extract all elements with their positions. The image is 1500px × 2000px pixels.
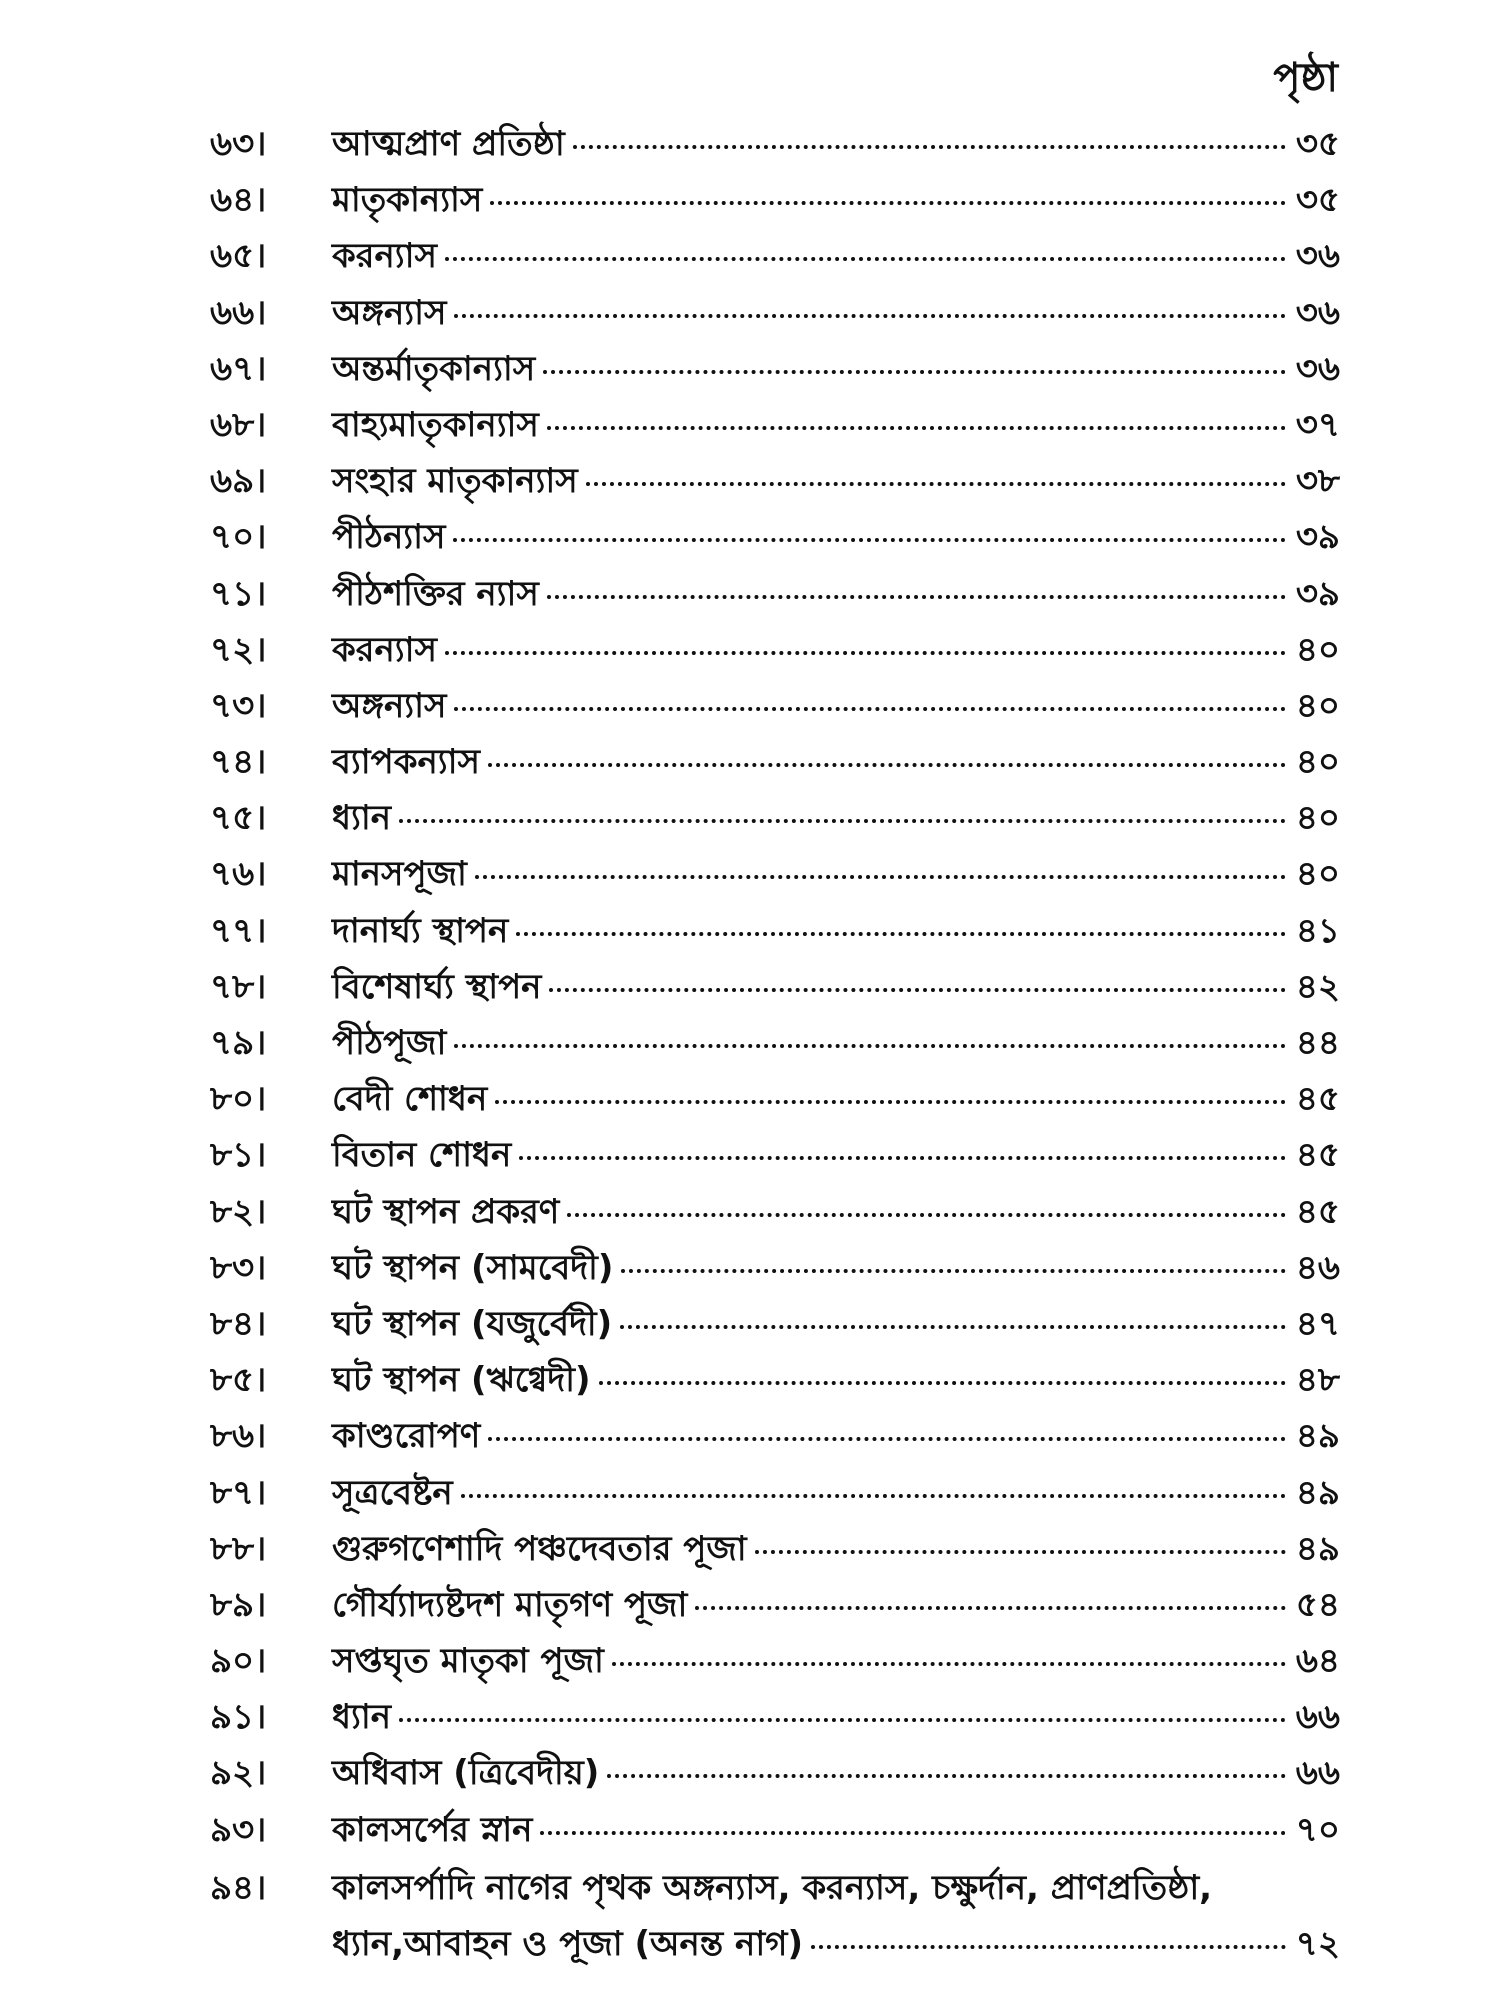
toc-entry-title: বিতান শোধন <box>332 1135 512 1176</box>
toc-entry <box>210 1410 1340 1466</box>
toc-entry-number: ৯১। <box>210 1697 267 1738</box>
toc-dot-leader <box>543 370 1286 374</box>
toc-entry-number: ৭৯। <box>210 1023 267 1063</box>
toc-rows <box>210 118 1340 1860</box>
toc-entry-title: ঘট স্থাপন প্রকরণ <box>332 1191 560 1232</box>
toc-entry-title: সূত্রবেষ্টন <box>332 1472 453 1513</box>
toc-entry-number: ৬৯। <box>210 461 267 502</box>
toc-entry-page: ৪২ <box>1295 966 1340 1007</box>
toc-dot-leader <box>573 145 1286 149</box>
toc-entry <box>210 848 1340 904</box>
toc-entry-number: ৬৩। <box>210 124 267 164</box>
toc-entry <box>210 455 1340 511</box>
toc-dot-leader <box>399 819 1286 823</box>
toc-dot-leader <box>454 707 1286 711</box>
toc-dot-leader <box>516 932 1286 936</box>
toc-dot-leader <box>599 1381 1286 1385</box>
toc-dot-leader <box>620 1325 1286 1329</box>
toc-dot-leader <box>445 257 1286 261</box>
toc-entry-page: ৪৫ <box>1295 1191 1340 1232</box>
toc-dot-leader <box>755 1550 1286 1554</box>
toc-entry-title: আত্মপ্রাণ প্রতিষ্ঠা <box>332 124 565 164</box>
toc-entry-page: ৪৫ <box>1295 1079 1340 1120</box>
toc-entry <box>210 1242 1340 1298</box>
toc-entry-title-line1: কালসর্পাদি নাগের পৃথক অঙ্গন্যাস, করন্যাস, চক্ষুর্দান, প্রাণপ্রতিষ্ঠা, <box>332 1867 1213 1908</box>
toc-dot-leader <box>490 201 1286 205</box>
toc-dot-leader <box>475 875 1286 879</box>
toc-entry-page: ৪৯ <box>1295 1416 1340 1457</box>
toc-entry-title: অন্তর্মাতৃকান্যাস <box>332 348 536 389</box>
toc-dot-leader <box>453 538 1286 542</box>
toc-entry-title: ঘট স্থাপন (সামবেদী) <box>332 1247 614 1288</box>
toc-entry-page: ৩৭ <box>1295 404 1340 445</box>
toc-entry-number: ৬৭। <box>210 348 267 389</box>
toc-entry-page: ৩৯ <box>1295 517 1340 558</box>
toc-entry-page: ৫৪ <box>1295 1584 1340 1625</box>
toc-entry <box>210 680 1340 736</box>
toc-entry-number: ৭১। <box>210 573 267 614</box>
toc-entry-page: ৪০ <box>1295 629 1340 670</box>
toc-entry <box>210 1523 1340 1579</box>
toc-entry-number: ৮৫। <box>210 1360 267 1401</box>
toc-entry-number: ৭৩। <box>210 685 267 726</box>
toc-entry-title: বেদী শোধন <box>332 1079 488 1120</box>
toc-entry-title: করন্যাস <box>332 236 437 277</box>
toc-entry-page: ৬৬ <box>1295 1753 1340 1794</box>
toc-entry-number: ৮২। <box>210 1191 267 1232</box>
toc-entry <box>210 1073 1340 1129</box>
toc-entry-title: বাহ্যমাতৃকান্যাস <box>332 404 539 445</box>
toc-dot-leader <box>495 1100 1286 1104</box>
toc-entry-page: ৩৬ <box>1295 348 1340 389</box>
toc-entry <box>210 174 1340 230</box>
toc-entry <box>210 905 1340 961</box>
toc-entry-number: ৭০। <box>210 517 267 558</box>
toc-entry-title: গৌর্য্যাদ্যষ্টদশ মাতৃগণ পূজা <box>332 1584 688 1625</box>
toc-entry-page: ৪৯ <box>1295 1472 1340 1513</box>
toc-dot-leader <box>461 1494 1286 1498</box>
toc-entry <box>210 511 1340 567</box>
toc-entry-body <box>332 1860 1340 1972</box>
toc-entry <box>210 624 1340 680</box>
toc-entry-number: ৬৬। <box>210 292 267 333</box>
toc-entry-number: ৭৫। <box>210 798 267 839</box>
toc-entry-number: ৯২। <box>210 1753 267 1794</box>
toc-entry-title: পীঠশক্তির ন্যাস <box>332 573 539 614</box>
toc-dot-leader <box>621 1269 1286 1273</box>
toc-entry-number: ৭৪। <box>210 742 267 783</box>
toc-entry-number: ৮০। <box>210 1079 267 1120</box>
toc-entry-page: ৩৬ <box>1295 292 1340 333</box>
toc-entry-page: ৪০ <box>1295 685 1340 726</box>
toc-entry-multiline <box>210 1860 1340 1972</box>
toc-entry-number: ৮১। <box>210 1135 267 1176</box>
toc-entry-page: ৭২ <box>1295 1923 1340 1964</box>
toc-entry <box>210 961 1340 1017</box>
toc-entry-number: ৮৩। <box>210 1247 267 1288</box>
toc-dot-leader <box>399 1718 1286 1722</box>
toc-entry-title: ধ্যান <box>332 798 392 839</box>
toc-entry-title: পীঠন্যাস <box>332 517 446 558</box>
toc-entry-title: সংহার মাতৃকান্যাস <box>332 461 578 502</box>
toc-entry-title: সপ্তঘৃত মাতৃকা পূজা <box>332 1641 604 1682</box>
toc-entry-page: ৪১ <box>1295 910 1340 951</box>
toc-entry-page: ৩৮ <box>1295 461 1340 502</box>
toc-entry-title: অঙ্গন্যাস <box>332 292 447 333</box>
toc-entry-page: ৩৫ <box>1295 124 1340 164</box>
toc-entry <box>210 118 1340 174</box>
toc-entry <box>210 792 1340 848</box>
toc-entry-title: কালসর্পের স্নান <box>332 1809 533 1850</box>
toc-entry <box>210 568 1340 624</box>
toc-entry-number: ৭৬। <box>210 854 267 895</box>
toc-entry-number: ৮৮। <box>210 1528 267 1569</box>
toc-dot-leader <box>454 314 1286 318</box>
toc-entry-title: ঘট স্থাপন (ঋগ্বেদী) <box>332 1360 591 1401</box>
toc-entry <box>210 1017 1340 1073</box>
toc-entry-title: গুরুগণেশাদি পঞ্চদেবতার পূজা <box>332 1528 747 1569</box>
toc-entry <box>210 230 1340 286</box>
toc-entry-number: ৯৪। <box>210 1867 267 1908</box>
toc-entry-page: ৬৬ <box>1295 1697 1340 1738</box>
toc-entry-number: ৮৪। <box>210 1303 267 1344</box>
toc-dot-leader <box>567 1213 1286 1217</box>
toc-entry-page: ৩৬ <box>1295 236 1340 277</box>
toc-entry-page: ৪০ <box>1295 742 1340 783</box>
toc-entry <box>210 1298 1340 1354</box>
toc-entry <box>210 1635 1340 1691</box>
toc-entry-page: ৪৪ <box>1295 1023 1340 1063</box>
toc-dot-leader <box>549 988 1286 992</box>
toc-entry <box>210 1129 1340 1185</box>
page-heading: পৃষ্ঠা <box>1273 55 1338 101</box>
toc-dot-leader <box>612 1662 1286 1666</box>
toc-entry <box>210 1186 1340 1242</box>
toc-entry-title-line2-row <box>332 1916 1340 1972</box>
toc-entry <box>210 1691 1340 1747</box>
toc-entry-page: ৬৪ <box>1295 1641 1340 1682</box>
toc-entry <box>210 1579 1340 1635</box>
toc-dot-leader <box>519 1156 1286 1160</box>
table-of-contents <box>210 118 1340 1972</box>
toc-entry-title-line2: ধ্যান,আবাহন ও পূজা (অনন্ত নাগ) <box>332 1923 804 1964</box>
toc-dot-leader <box>586 482 1286 486</box>
toc-dot-leader <box>445 651 1286 655</box>
toc-entry <box>210 399 1340 455</box>
toc-entry <box>210 1804 1340 1860</box>
toc-entry-number: ৮৯। <box>210 1584 267 1625</box>
toc-entry <box>210 1747 1340 1803</box>
toc-entry-number: ৮৭। <box>210 1472 267 1513</box>
toc-dot-leader <box>540 1831 1286 1835</box>
toc-entry-title: অঙ্গন্যাস <box>332 685 447 726</box>
toc-dot-leader <box>488 1437 1286 1441</box>
toc-entry-page: ৭০ <box>1295 1809 1340 1850</box>
toc-entry-number: ৬৮। <box>210 404 267 445</box>
toc-entry-title: অধিবাস (ত্রিবেদীয়) <box>332 1753 600 1794</box>
toc-entry-number: ৯৩। <box>210 1809 267 1850</box>
toc-entry-page: ৪০ <box>1295 798 1340 839</box>
toc-entry-title: বিশেষার্ঘ্য স্থাপন <box>332 966 542 1007</box>
toc-entry-title: মানসপূজা <box>332 854 467 895</box>
toc-entry-page: ৪৫ <box>1295 1135 1340 1176</box>
toc-dot-leader <box>547 595 1286 599</box>
toc-dot-leader <box>488 763 1286 767</box>
toc-entry-page: ৪৭ <box>1295 1303 1340 1344</box>
toc-dot-leader <box>695 1606 1286 1610</box>
toc-dot-leader <box>454 1044 1286 1048</box>
toc-entry-number: ৮৬। <box>210 1416 267 1457</box>
toc-entry-page: ৪৮ <box>1295 1360 1340 1401</box>
toc-entry-number: ৭২। <box>210 629 267 670</box>
toc-entry-title: দানার্ঘ্য স্থাপন <box>332 910 509 951</box>
toc-entry-page: ৩৫ <box>1295 180 1340 221</box>
toc-entry-page: ৪৬ <box>1295 1247 1340 1288</box>
toc-entry <box>210 287 1340 343</box>
toc-entry <box>210 736 1340 792</box>
toc-entry-title: করন্যাস <box>332 629 437 670</box>
toc-entry <box>210 343 1340 399</box>
toc-entry-title: ঘট স্থাপন (যজুর্বেদী) <box>332 1303 613 1344</box>
toc-entry-title: মাতৃকান্যাস <box>332 180 483 221</box>
toc-entry <box>210 1354 1340 1410</box>
toc-entry-number: ৭৭। <box>210 910 267 951</box>
toc-entry-page: ৪০ <box>1295 854 1340 895</box>
toc-dot-leader <box>811 1945 1286 1949</box>
toc-entry-title: কাণ্ডরোপণ <box>332 1416 481 1457</box>
toc-entry-title: ব্যাপকন্যাস <box>332 742 480 783</box>
toc-entry-number: ৬৫। <box>210 236 267 277</box>
toc-dot-leader <box>607 1774 1286 1778</box>
toc-entry-title: ধ্যান <box>332 1697 392 1738</box>
toc-entry-page: ৩৯ <box>1295 573 1340 614</box>
toc-dot-leader <box>547 426 1286 430</box>
toc-entry-number: ৯০। <box>210 1641 267 1682</box>
toc-entry-page: ৪৯ <box>1295 1528 1340 1569</box>
toc-entry <box>210 1467 1340 1523</box>
toc-entry-title: পীঠপূজা <box>332 1023 447 1063</box>
toc-entry-number: ৭৮। <box>210 966 267 1007</box>
toc-entry-number: ৬৪। <box>210 180 267 221</box>
